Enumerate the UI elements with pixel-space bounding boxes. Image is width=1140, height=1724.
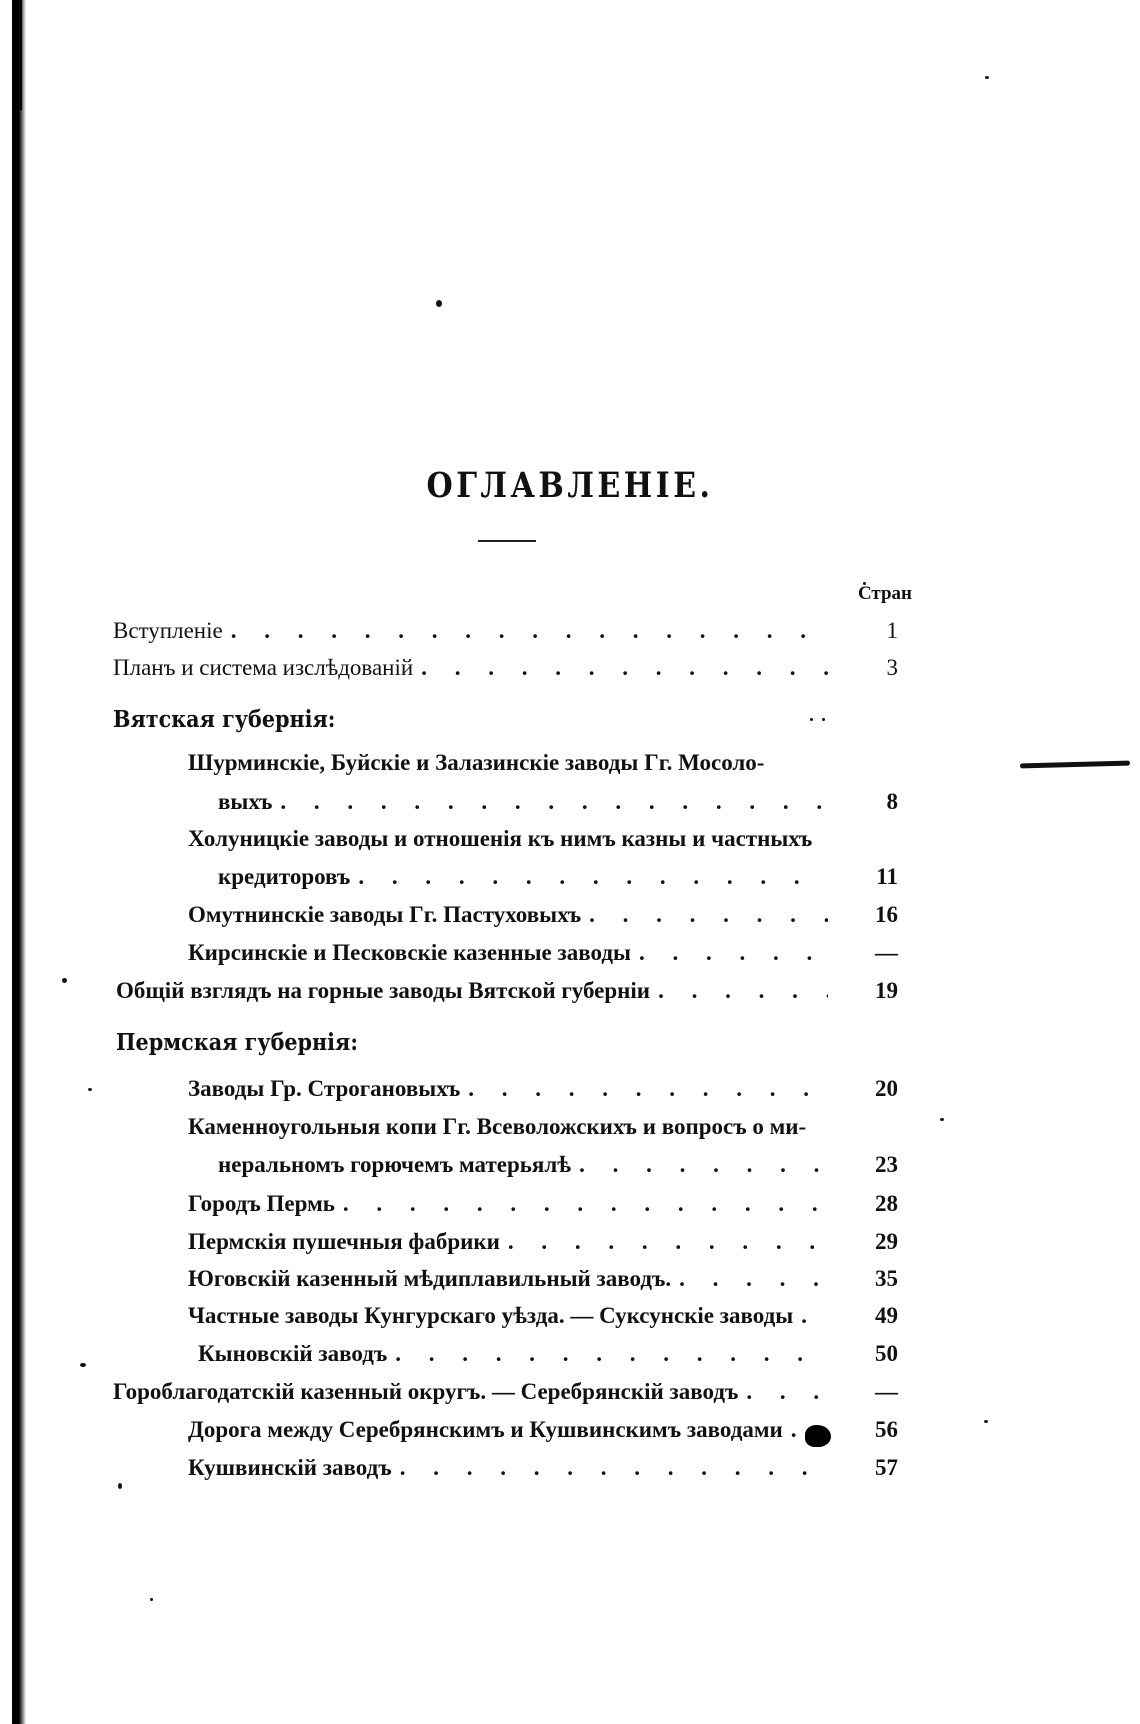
binding-edge-mark [20,0,22,110]
toc-entry-page: 23 [875,1152,898,1177]
ink-speck [62,978,67,983]
leader-dots [468,1074,828,1104]
ink-speck [118,1483,122,1489]
ink-speck [940,1118,944,1121]
leader-dots [395,1339,828,1369]
toc-entry-text: Пермскія пушечныя фабрики [188,1229,500,1254]
binding-edge [12,0,26,1724]
ink-speck [985,76,989,79]
toc-entry-text: Кирсинскіе и Песковскіе казенные заводы [188,940,631,965]
toc-entry-page: 3 [886,655,898,680]
toc-entry-text: Каменноугольныя копи Гг. Всеволожскихъ и вопросъ о ми- [188,1114,807,1139]
leader-dots [746,1377,828,1407]
ink-speck [822,718,825,721]
leader-dots [421,653,828,683]
ink-speck [88,1088,92,1091]
page-column-header: Стран [857,583,912,604]
leader-dots [343,1189,828,1219]
leader-dots [400,1453,828,1483]
toc-entry-page: 56 [875,1417,898,1442]
leader-dots [508,1227,828,1257]
ink-speck [984,1420,988,1423]
leader-dots [801,1301,828,1331]
toc-entry-text: Дорога между Серебрянскимъ и Кушвинскимъ заводами [188,1417,783,1442]
toc-entry [113,616,898,646]
toc-entry [113,653,898,683]
leader-dots [358,862,828,892]
toc-entry-text: Вступленіе [113,618,223,643]
toc-entry [218,787,898,817]
toc-entry-text: Гороблагодатскій казенный округъ. — Серебрянскій заводъ [113,1379,739,1404]
toc-entry-text: Городъ Пермь [188,1191,335,1216]
toc-entry [198,1339,898,1369]
toc-entry [116,976,898,1006]
leader-dots [658,976,828,1006]
toc-entry-text: Юговскій казенный мѣдиплавильный заводъ. [188,1266,672,1291]
toc-entry [188,1074,898,1104]
toc-entry-text: кредиторовъ [218,864,351,889]
toc-entry [218,1150,898,1180]
scan-streak [1020,761,1130,769]
section-heading: Вятская губернія: [113,706,336,733]
toc-entry-text: Планъ и система изслѣдованій [113,655,414,680]
toc-entry-text: Кыновскій заводъ [198,1341,388,1366]
toc-entry [188,938,898,968]
toc-entry-page: 28 [875,1191,898,1216]
toc-entry [188,1415,898,1445]
toc-entry-text: Шурминскіе, Буйскіе и Залазинскіе заводы Гг. Мосоло- [188,750,765,775]
toc-entry [188,900,898,930]
toc-entry-page: 8 [886,789,898,814]
leader-dots [231,616,828,646]
toc-entry-text: выхъ [218,789,273,814]
leader-dots [639,938,828,968]
toc-entry-text: Частные заводы Кунгурскаго уѣзда. — Суксунскіе заводы [188,1303,794,1328]
toc-entry [188,1189,898,1219]
toc-entry [188,1301,898,1331]
toc-entry-text: неральномъ горючемъ матерьялѣ [218,1152,572,1177]
leader-dots [791,1415,828,1445]
toc-entry-page: 11 [876,864,898,889]
toc-entry-page: 1 [886,618,898,643]
toc-entry-page: 19 [875,978,898,1003]
toc-entry-text: Кушвинскій заводъ [188,1455,392,1480]
ink-speck [150,1598,153,1601]
title-rule [478,540,536,542]
ink-speck [810,718,813,721]
toc-entry-text: Омутнинскіе заводы Гг. Пастуховыхъ [188,902,582,927]
toc-entry-text: Холуницкіе заводы и отношенія къ нимъ казны и частныхъ [188,826,813,851]
leader-dots [280,787,828,817]
toc-entry-page: 50 [875,1341,898,1366]
leader-dots [579,1150,828,1180]
toc-entry-page: 29 [875,1229,898,1254]
toc-entry [218,862,898,892]
toc-entry [188,1264,898,1294]
toc-entry [188,1453,898,1483]
section-heading: Пермская губернія: [116,1029,358,1056]
ink-speck [436,300,442,307]
leader-dots [679,1264,828,1294]
toc-entry-page: 16 [875,902,898,927]
leader-dots [589,900,828,930]
toc-entry [113,1377,898,1407]
toc-entry-page: — [875,940,898,965]
toc-entry-page: 49 [875,1303,898,1328]
toc-entry-text: Общій взглядъ на горные заводы Вятской губерніи [116,978,651,1003]
toc-entry-page: 57 [875,1455,898,1480]
toc-entry-page: 20 [875,1076,898,1101]
toc-entry-text: Заводы Гр. Строгановыхъ [188,1076,461,1101]
toc-entry-page: — [875,1379,898,1404]
page-title: ОГЛАВЛЕНІЕ. [426,465,714,506]
toc-entry-page: 35 [875,1266,898,1291]
toc-entry [188,1227,898,1257]
ink-speck [80,1363,86,1367]
